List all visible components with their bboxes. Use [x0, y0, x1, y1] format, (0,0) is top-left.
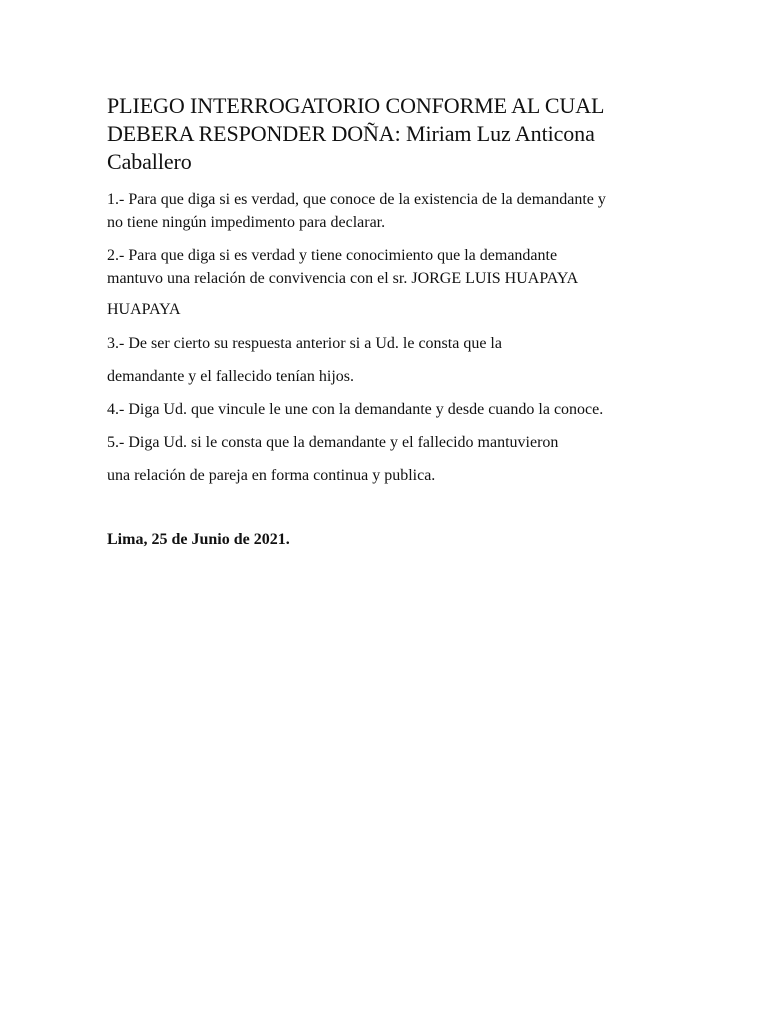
question-2-line-3: HUAPAYA — [107, 301, 181, 318]
document-date: Lima, 25 de Junio de 2021. — [107, 531, 290, 548]
title-line: DEBERA RESPONDER DOÑA: Miriam Luz Anticona — [107, 121, 595, 146]
question-2-line-2: mantuvo una relación de convivencia con el sr. JORGE LUIS HUAPAYA — [107, 270, 579, 287]
question-1-line-1: 1.- Para que diga si es verdad, que conoce de la existencia de la demandante y — [107, 191, 606, 208]
document-title — [107, 92, 707, 176]
question-3-line-2: demandante y el fallecido tenían hijos. — [107, 368, 355, 385]
question-3-line-1: 3.- De ser cierto su respuesta anterior si a Ud. le consta que la — [107, 335, 502, 352]
title-line: PLIEGO INTERROGATORIO CONFORME AL CUAL — [107, 93, 605, 118]
question-2-line-1: 2.- Para que diga si es verdad y tiene conocimiento que la demandante — [107, 247, 558, 264]
question-1-line-2: no tiene ningún impedimento para declarar. — [107, 214, 386, 231]
question-5-line-2: una relación de pareja en forma continua y publica. — [107, 467, 436, 484]
question-5-line-1: 5.- Diga Ud. si le consta que la demandante y el fallecido mantuvieron — [107, 434, 559, 451]
title-line: Caballero — [107, 149, 192, 174]
question-4-line-1: 4.- Diga Ud. que vincule le une con la demandante y desde cuando la conoce. — [107, 401, 604, 418]
